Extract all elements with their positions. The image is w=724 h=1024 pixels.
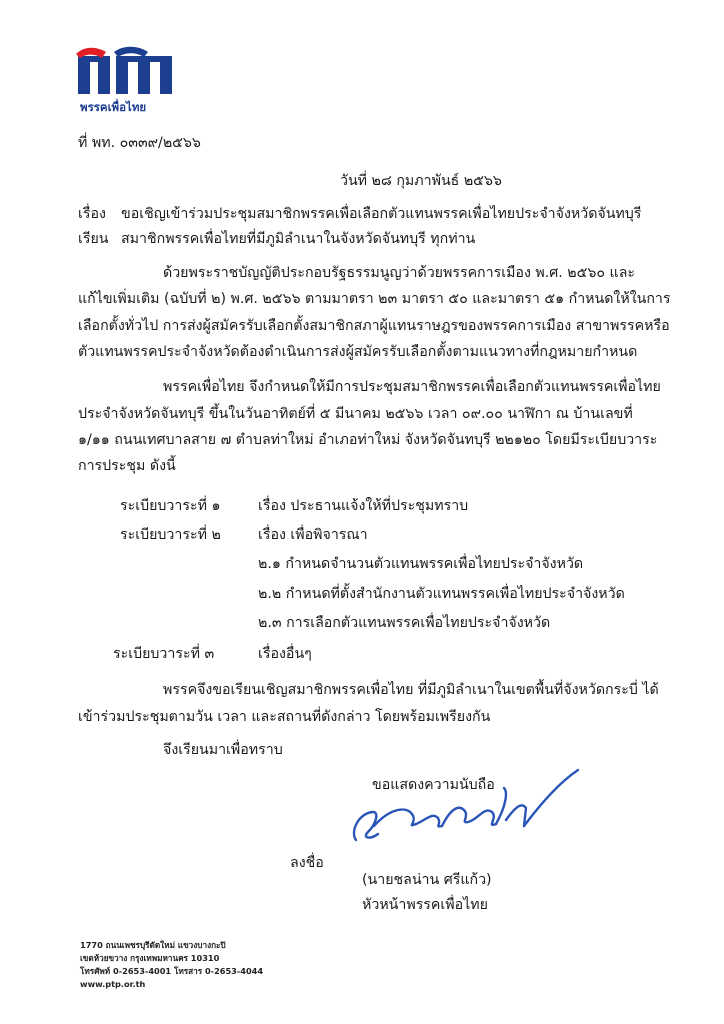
paragraph-1-line: ตัวแทนพรรคประจำจังหวัดต้องดำเนินการส่งผู้สมัครรับเลือกตั้งตามแนวทางที่กฎหมายกำหนด: [78, 344, 638, 360]
closing-salutation: ขอแสดงความนับถือ: [372, 777, 495, 793]
agenda-sub-item: ๒.๓ การเลือกตัวแทนพรรคเพื่อไทยประจำจังหวัด: [258, 615, 551, 631]
paragraph-2-line: ๑/๑๑ ถนนเทศบาลสาย ๗ ตำบลท่าใหม่ อำเภอท่าใหม่ จังหวัดจันทบุรี ๒๒๑๒๐ โดยมีระเบียบวาระ: [78, 432, 658, 448]
footer-phone-line: โทรศัพท์ 0-2653-4001 โทรสาร 0-2653-4044: [80, 966, 264, 976]
signature-label: ลงชื่อ: [290, 855, 324, 871]
paragraph-2-line: ประจำจังหวัดจันทบุรี ขึ้นในวันอาทิตย์ที่ ๕ มีนาคม ๒๕๖๖ เวลา ๐๙.๐๐ นาฬิกา ณ บ้านเลขที่: [78, 406, 633, 422]
agenda-item-subject: เรื่องอื่นๆ: [258, 646, 312, 662]
paragraph-3-line: เข้าร่วมประชุมตามวัน เวลา และสถานที่ดังกล่าว โดยพร้อมเพรียงกัน: [78, 709, 491, 725]
paragraph-3-line: พรรคจึงขอเรียนเชิญสมาชิกพรรคเพื่อไทย ที่มีภูมิลำเนาในเขตพื้นที่จังหวัดกระบี่ ได้: [163, 682, 659, 698]
party-logo-mark: [74, 44, 184, 102]
agenda-item-label: ระเบียบวาระที่ ๑: [120, 498, 221, 514]
recipient-text: สมาชิกพรรคเพื่อไทยที่มีภูมิลำเนาในจังหวัดจันทบุรี ทุกท่าน: [121, 231, 476, 247]
document-date: วันที่ ๒๘ กุมภาพันธ์ ๒๕๖๖: [340, 173, 502, 189]
agenda-sub-item: ๒.๑ กำหนดจำนวนตัวแทนพรรคเพื่อไทยประจำจังหวัด: [258, 556, 584, 572]
agenda-item-label: ระเบียบวาระที่ ๒: [120, 527, 221, 543]
signature-image: [346, 762, 586, 856]
footer-address-line: 1770 ถนนเพชรบุรีตัดใหม่ แขวงบางกะปิ: [80, 940, 226, 950]
signer-title: หัวหน้าพรรคเพื่อไทย: [362, 897, 488, 913]
agenda-item-subject: เรื่อง ประธานแจ้งให้ที่ประชุมทราบ: [258, 498, 469, 514]
agenda-item-label: ระเบียบวาระที่ ๓: [113, 646, 215, 662]
party-logo-name: พรรคเพื่อไทย: [80, 100, 147, 114]
footer-website: www.ptp.or.th: [80, 979, 146, 989]
footer-address-line: เขตห้วยขวาง กรุงเทพมหานคร 10310: [80, 953, 220, 963]
paragraph-1-line: ด้วยพระราชบัญญัติประกอบรัฐธรรมนูญว่าด้วยพรรคการเมือง พ.ศ. ๒๕๖๐ และ: [163, 265, 636, 281]
reference-number: ที่ พท. ๐๓๓๙/๒๕๖๖: [78, 135, 201, 151]
subject-label: เรื่อง: [78, 206, 106, 222]
paragraph-1-line: แก้ไขเพิ่มเติม (ฉบับที่ ๒) พ.ศ. ๒๕๖๖ ตามมาตรา ๒๓ มาตรา ๕๐ และมาตรา ๕๑ กำหนดให้ในการ: [78, 291, 671, 307]
recipient-label: เรียน: [78, 231, 109, 247]
signer-name: (นายชลน่าน ศรีแก้ว): [362, 872, 492, 888]
paragraph-2-line: การประชุม ดังนี้: [78, 458, 176, 474]
paragraph-2-line: พรรคเพื่อไทย จึงกำหนดให้มีการประชุมสมาชิกพรรคเพื่อเลือกตัวแทนพรรคเพื่อไทย: [163, 379, 661, 395]
subject-text: ขอเชิญเข้าร่วมประชุมสมาชิกพรรคเพื่อเลือกตัวแทนพรรคเพื่อไทยประจำจังหวัดจันทบุรี: [121, 206, 642, 222]
closing-note: จึงเรียนมาเพื่อทราบ: [163, 742, 283, 758]
paragraph-1-line: เลือกตั้งทั่วไป การส่งผู้สมัครรับเลือกตั้งสมาชิกสภาผู้แทนราษฎรของพรรคการเมือง สาขาพรรคหรือ: [78, 318, 670, 334]
agenda-item-subject: เรื่อง เพื่อพิจารณา: [258, 527, 368, 543]
agenda-sub-item: ๒.๒ กำหนดที่ตั้งสำนักงานตัวแทนพรรคเพื่อไทยประจำจังหวัด: [258, 586, 625, 602]
